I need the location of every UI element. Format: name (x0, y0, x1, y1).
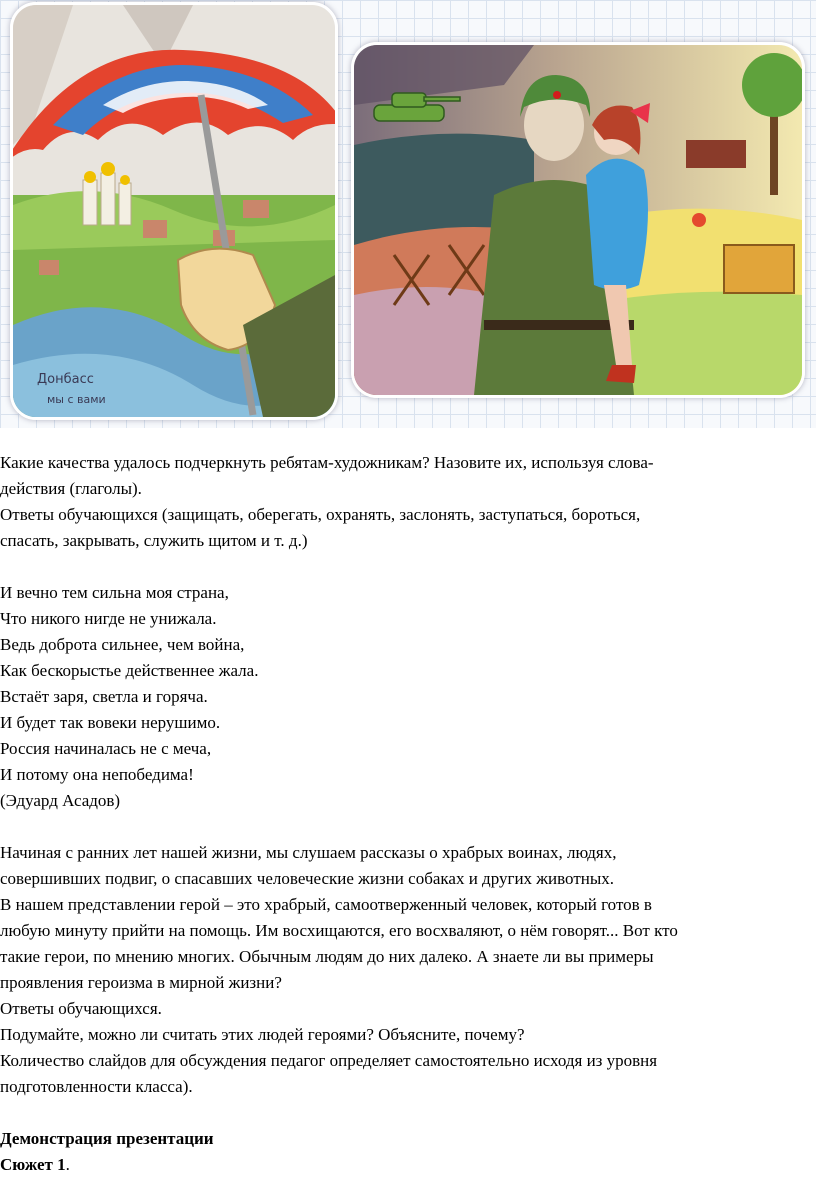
plot-label-line (0, 1152, 812, 1178)
body-line: Ответы обучающихся. (0, 999, 162, 1018)
umbrella-drawing (10, 2, 338, 420)
body-line: такие герои, по мнению многих. Обычным людям до них далеко. А знаете ли вы примеры (0, 947, 654, 966)
poem-author: (Эдуард Асадов) (0, 791, 121, 810)
plot-label-suffix: . (65, 1155, 70, 1174)
spacer (0, 554, 812, 580)
body-line: Начиная с ранних лет нашей жизни, мы слушаем рассказы о храбрых воинах, людях, (0, 843, 617, 862)
question-line-1: Какие качества удалось подчеркнуть ребятам-художникам? Назовите их, используя слова- (0, 453, 654, 472)
illustrations-band (0, 0, 816, 428)
umbrella-drawing-art (13, 5, 335, 417)
poem-line: Встаёт заря, светла и горяча. (0, 687, 208, 706)
section-heading: Демонстрация презентации (0, 1129, 214, 1148)
poem-line: И будет так вовеки нерушимо. (0, 713, 221, 732)
question-line-2: действия (глаголы). (0, 479, 142, 498)
document-text (0, 450, 812, 1178)
caption-line-1: Донбасс (37, 372, 94, 387)
plot-label: Сюжет 1 (0, 1155, 66, 1174)
poem-line: Что никого нигде не унижала. (0, 609, 217, 628)
body-line: подготовленности класса). (0, 1077, 193, 1096)
caption-line-2: мы с вами (47, 393, 106, 406)
poem-line: И потому она непобедима! (0, 765, 194, 784)
poem-line: Россия начиналась не с меча, (0, 739, 212, 758)
poem-line: И вечно тем сильна моя страна, (0, 583, 229, 602)
body-line: В нашем представлении герой – это храбрый, самоотверженный человек, который готов в (0, 895, 652, 914)
body-line: проявления героизма в мирной жизни? (0, 973, 282, 992)
body-line: любую минуту прийти на помощь. Им восхищаются, его восхваляют, о нём говорят... Вот кто (0, 921, 678, 940)
answers-line-1: Ответы обучающихся (защищать, оберегать, охранять, заслонять, заступаться, бороться, (0, 505, 641, 524)
answers-line-2: спасать, закрывать, служить щитом и т. д.) (0, 531, 308, 550)
soldier-drawing-art (354, 45, 802, 395)
body-line: Подумайте, можно ли считать этих людей героями? Объясните, почему? (0, 1025, 525, 1044)
poem-line: Ведь доброта сильнее, чем война, (0, 635, 245, 654)
body-line: Количество слайдов для обсуждения педагог определяет самостоятельно исходя из уровня (0, 1051, 658, 1070)
poem-line: Как бескорыстье действеннее жала. (0, 661, 259, 680)
spacer (0, 1100, 812, 1126)
soldier-drawing (351, 42, 805, 398)
body-line: совершивших подвиг, о спасавших человеческие жизни собаках и других животных. (0, 869, 615, 888)
spacer (0, 814, 812, 840)
